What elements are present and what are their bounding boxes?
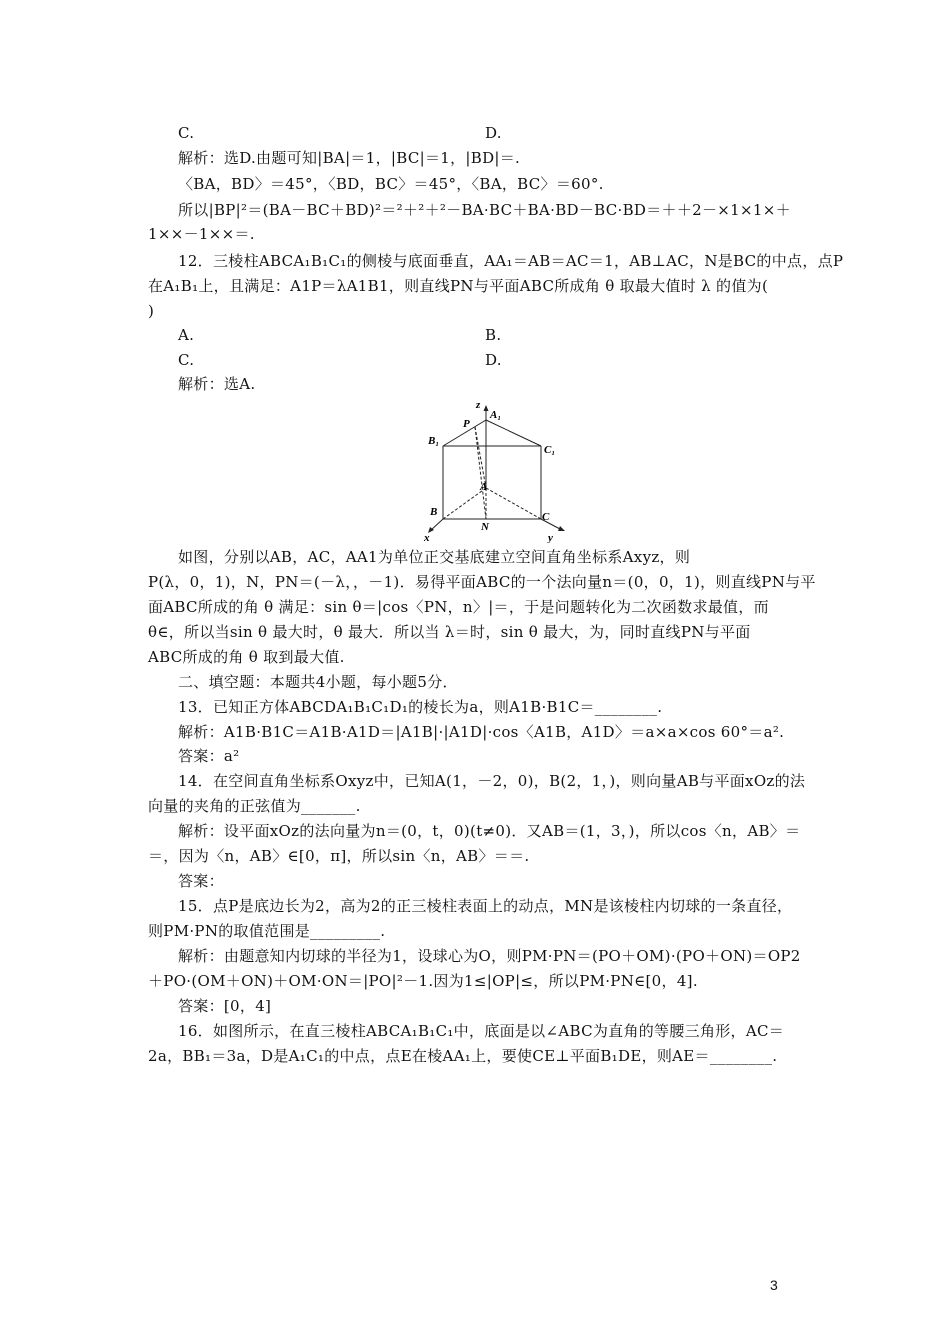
y-axis-arrow (558, 526, 565, 531)
segment-p-a (475, 427, 486, 488)
q11-solution-line-1: 解析：选D.由题可知|BA|＝1，|BC|＝1，|BD|＝. (178, 149, 521, 167)
q16-question-line-1: 16．如图所示，在直三棱柱ABCA₁B₁C₁中，底面是以∠ABC为直角的等腰三角形，AC＝ (178, 1022, 785, 1040)
label-p: P (463, 418, 470, 430)
q12-explanation-line-3: 面ABC所成的角 θ 满足：sin θ＝|cos〈PN，n〉|＝，于是问题转化为二次函数求最值，而 (148, 598, 769, 616)
segment-p-n (475, 427, 486, 519)
q14-solution-line-2: ＝，因为〈n，AB〉∈[0，π]，所以sin〈n，AB〉＝＝. (148, 847, 530, 865)
q15-answer: 答案：[0，4] (178, 997, 272, 1015)
q11-solution-line-4: 1××－1××＝. (148, 225, 255, 243)
label-a1: A₁ (490, 409, 502, 421)
q15-solution-line-1: 解析：由题意知内切球的半径为1，设球心为O，则PM·PN＝(PO＋OM)·(PO＋ON)＝OP2 (178, 947, 801, 965)
label-b1: B₁ (428, 435, 440, 447)
q13-solution: 解析：A1B·B1C＝A1B·A1D＝|A1B|·|A1D|·cos〈A1B，A1D〉＝a×a×cos 60°＝a². (178, 723, 785, 741)
q12-option-c: C. (178, 351, 195, 369)
label-b: B (430, 506, 438, 518)
q11-solution-line-3: 所以|BP|²＝(BA－BC＋BD)²＝²＋²＋²－BA·BC＋BA·BD－BC·BD＝＋＋2－×1×1×＋ (178, 201, 791, 219)
q12-question-line-3: ) (148, 302, 155, 320)
q16-question-line-2: 2a，BB₁＝3a，D是A₁C₁的中点，点E在棱AA₁上，要使CE⊥平面B₁DE，则AE＝________. (148, 1047, 778, 1065)
page-number: 3 (770, 1277, 778, 1293)
q12-question-line-2: 在A₁B₁上，且满足：A1P＝λA1B1，则直线PN与平面ABC所成角 θ 取最大值时 λ 的值为( (148, 277, 769, 295)
q13-question: 13．已知正方体ABCDA₁B₁C₁D₁的棱长为a，则A1B·B1C＝________. (178, 698, 663, 716)
q14-solution-line-1: 解析：设平面xOz的法向量为n＝(0，t，0)(t≠0)．又AB＝(1，3，)，所以cos〈n，AB〉＝ (178, 822, 801, 840)
q11-solution-line-2: 〈BA，BD〉＝45°，〈BD，BC〉＝45°，〈BA，BC〉＝60°. (178, 175, 604, 193)
q15-question-line-1: 15．点P是底边长为2，高为2的正三棱柱表面上的动点，MN是该棱柱内切球的一条直径， (178, 897, 793, 915)
q13-answer: 答案：a² (178, 747, 240, 765)
edge-a-c (486, 488, 541, 519)
z-axis-arrow (484, 405, 489, 411)
q12-option-b: B. (485, 326, 502, 344)
q12-explanation-line-1: 如图，分别以AB，AC，AA1为单位正交基底建立空间直角坐标系Axyz，则 (178, 548, 691, 566)
prism-figure (420, 398, 580, 543)
q11-option-c: C. (178, 124, 195, 142)
edge-a1-c1 (486, 420, 541, 446)
label-c: C (542, 511, 550, 523)
q12-explanation-line-2: P(λ，0，1)，N，PN＝(－λ，，－1)．易得平面ABC的一个法向量n＝(0，0，1)，则直线PN与平 (148, 573, 816, 591)
label-c1: C₁ (544, 444, 556, 456)
q12-question-line-1: 12．三棱柱ABCA₁B₁C₁的侧棱与底面垂直，AA₁＝AB＝AC＝1，AB⊥AC，N是BC的中点，点P (178, 252, 844, 270)
q12-explanation-line-4: θ∈，所以当sin θ 最大时，θ 最大．所以当 λ＝时，sin θ 最大，为，同时直线PN与平面 (148, 623, 751, 641)
label-x: x (424, 532, 430, 543)
label-n: N (481, 521, 489, 533)
q12-option-d: D. (485, 351, 502, 369)
label-a: A (480, 481, 488, 493)
q12-option-a: A. (178, 326, 195, 344)
label-y: y (548, 532, 553, 543)
label-z: z (476, 399, 481, 411)
q15-solution-line-2: ＋PO·(OM＋ON)＋OM·ON＝|PO|²－1.因为1≤|OP|≤，所以PM·PN∈[0，4]. (148, 972, 698, 990)
q14-question-line-2: 向量的夹角的正弦值为_______. (148, 797, 361, 815)
section-2-heading: 二、填空题：本题共4小题，每小题5分． (178, 673, 458, 691)
q12-solution: 解析：选A. (178, 375, 256, 393)
q12-explanation-line-5: ABC所成的角 θ 取到最大值. (148, 648, 345, 666)
q11-option-d: D. (485, 124, 502, 142)
q14-question-line-1: 14．在空间直角坐标系Oxyz中，已知A(1，－2，0)，B(2，1，)，则向量AB与平面xOz的法 (178, 772, 806, 790)
q14-answer: 答案： (178, 872, 224, 890)
q15-question-line-2: 则PM·PN的取值范围是_________. (148, 922, 386, 940)
